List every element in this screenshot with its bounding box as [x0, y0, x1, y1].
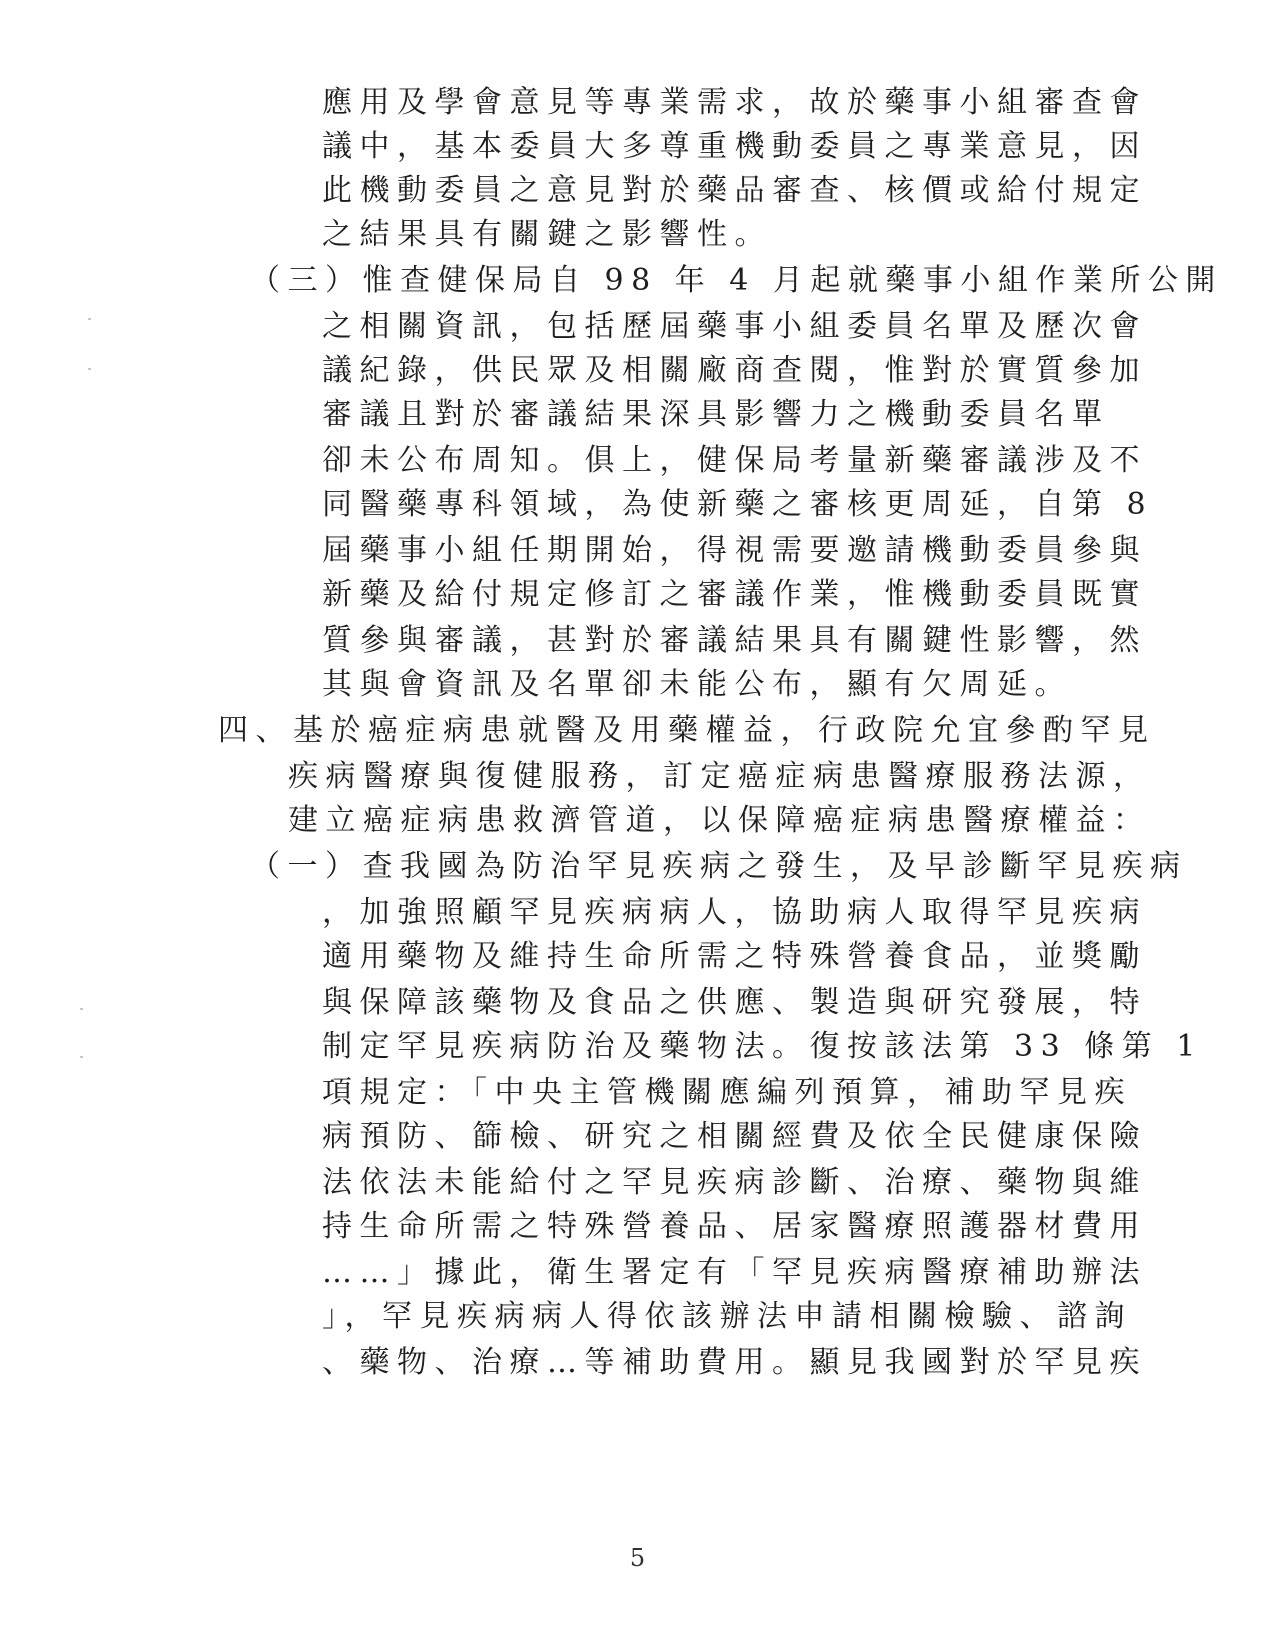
page-number: 5: [629, 1544, 646, 1572]
text-line: 質參與審議，甚對於審議結果具有關鍵性影響，然: [322, 623, 1147, 658]
scan-speck: [88, 368, 91, 370]
text-line: 持生命所需之特殊營養品、居家醫療照護器材費用: [322, 1209, 1147, 1244]
text-line: 議紀錄，供民眾及相關廠商查閱，惟對於實質參加: [322, 353, 1147, 388]
text-line: 同醫藥專科領域，為使新藥之審核更周延，自第 8: [322, 487, 1154, 522]
text-line: 疾病醫療與復健服務，訂定癌症病患醫療服務法源，: [288, 759, 1151, 794]
text-line: 之相關資訊，包括歷屆藥事小組委員名單及歷次會: [322, 309, 1147, 344]
text-line: 建立癌症病患救濟管道，以保障癌症病患醫療權益：: [288, 803, 1151, 838]
text-line: 屆藥事小組任期開始，得視需要邀請機動委員參與: [322, 533, 1147, 568]
text-line: 病預防、篩檢、研究之相關經費及依全民健康保險: [322, 1119, 1147, 1154]
text-line: 」，罕見疾病病人得依該辦法申請相關檢驗、諮詢: [322, 1299, 1132, 1334]
subsection-heading-1: （一）查我國為防治罕見疾病之發生，及早診斷罕見疾病: [250, 849, 1188, 884]
subsection-heading-3: （三）惟查健保局自 98 年 4 月起就藥事小組作業所公開: [250, 263, 1223, 298]
text-line: 、藥物、治療…等補助費用。顯見我國對於罕見疾: [322, 1345, 1147, 1380]
section-heading-4: 四、基於癌症病患就醫及用藥權益，行政院允宜參酌罕見: [218, 713, 1156, 748]
text-line: 適用藥物及維持生命所需之特殊營養食品，並獎勵: [322, 939, 1147, 974]
text-line: 應用及學會意見等專業需求，故於藥事小組審查會: [322, 85, 1147, 120]
text-line: ，加強照顧罕見疾病病人，協助病人取得罕見疾病: [322, 895, 1147, 930]
text-line: 法依法未能給付之罕見疾病診斷、治療、藥物與維: [322, 1165, 1147, 1200]
text-line: 與保障該藥物及食品之供應、製造與研究發展，特: [322, 985, 1147, 1020]
text-line: 卻未公布周知。俱上，健保局考量新藥審議涉及不: [322, 443, 1147, 478]
text-line: 制定罕見疾病防治及藥物法。復按該法第 33 條第 1: [322, 1029, 1203, 1064]
text-line: 項規定：「中央主管機關應編列預算，補助罕見疾: [322, 1075, 1132, 1110]
text-line: 此機動委員之意見對於藥品審查、核價或給付規定: [322, 173, 1147, 208]
text-line: 新藥及給付規定修訂之審議作業，惟機動委員既實: [322, 577, 1147, 612]
text-line: 審議且對於審議結果深具影響力之機動委員名單: [322, 397, 1110, 432]
scan-speck: [80, 1056, 83, 1058]
text-line: ……」據此，衛生署定有「罕見疾病醫療補助辦法: [322, 1255, 1147, 1290]
text-line: 其與會資訊及名單卻未能公布，顯有欠周延。: [322, 667, 1072, 702]
text-line: 之結果具有關鍵之影響性。: [322, 217, 772, 252]
text-line: 議中，基本委員大多尊重機動委員之專業意見，因: [322, 129, 1147, 164]
scan-speck: [80, 1008, 83, 1010]
scan-speck: [88, 318, 91, 320]
